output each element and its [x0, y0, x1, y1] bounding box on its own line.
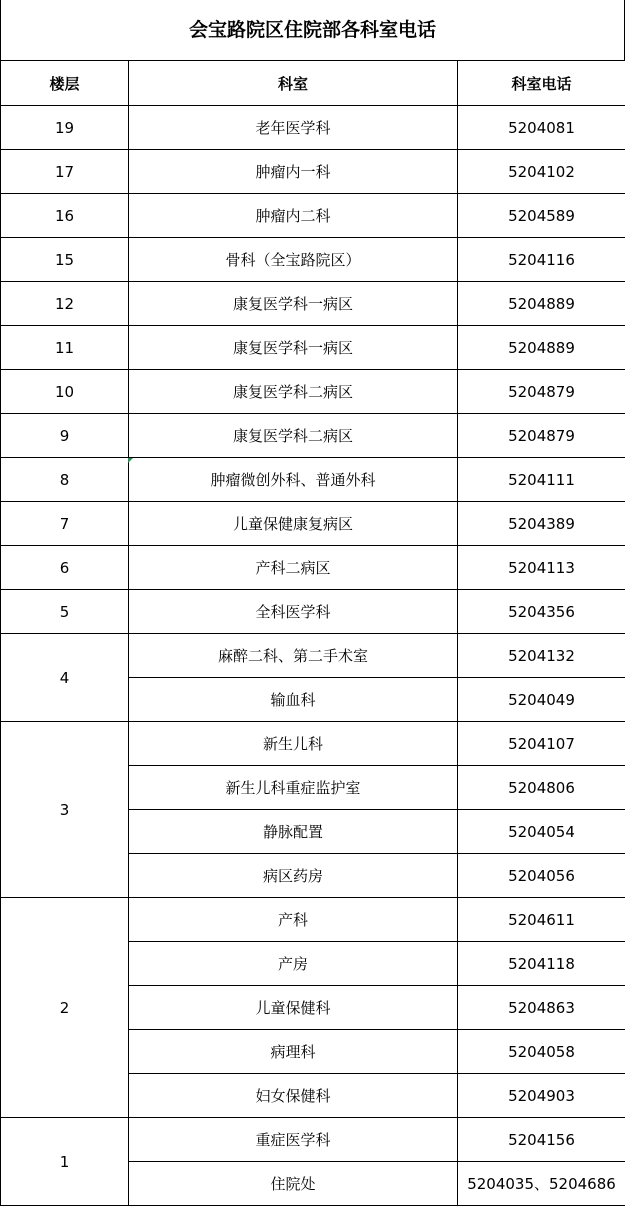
dept-cell: 全科医学科 [129, 590, 458, 634]
phone-cell: 5204889 [458, 326, 625, 370]
phone-cell: 5204118 [458, 942, 625, 986]
phone-cell: 5204589 [458, 194, 625, 238]
phone-cell: 5204889 [458, 282, 625, 326]
phone-cell: 5204056 [458, 854, 625, 898]
dept-cell: 产房 [129, 942, 458, 986]
phone-cell: 5204156 [458, 1118, 625, 1162]
dept-cell: 老年医学科 [129, 106, 458, 150]
dept-cell: 静脉配置 [129, 810, 458, 854]
header-row [1, 61, 625, 106]
table-row [1, 106, 625, 150]
floor-cell: 11 [1, 326, 129, 370]
floor-cell: 15 [1, 238, 129, 282]
floor-cell: 9 [1, 414, 129, 458]
phone-cell: 5204054 [458, 810, 625, 854]
phone-cell: 5204107 [458, 722, 625, 766]
dept-cell: 重症医学科 [129, 1118, 458, 1162]
floor-cell: 8 [1, 458, 129, 502]
floor-cell: 7 [1, 502, 129, 546]
table-row [1, 194, 625, 238]
phone-cell: 5204081 [458, 106, 625, 150]
table-row [1, 898, 625, 942]
phone-table [0, 60, 625, 1206]
table-row [1, 370, 625, 414]
floor-cell: 17 [1, 150, 129, 194]
table-row [1, 634, 625, 678]
phone-cell: 5204611 [458, 898, 625, 942]
dept-cell: 麻醉二科、第二手术室 [129, 634, 458, 678]
phone-cell: 5204116 [458, 238, 625, 282]
table-row [1, 590, 625, 634]
floor-cell: 16 [1, 194, 129, 238]
table-row [1, 414, 625, 458]
phone-cell: 5204389 [458, 502, 625, 546]
phone-cell: 5204879 [458, 414, 625, 458]
page-title: 会宝路院区住院部各科室电话 [0, 0, 625, 60]
floor-cell: 2 [1, 898, 129, 1118]
phone-cell: 5204102 [458, 150, 625, 194]
dept-cell: 输血科 [129, 678, 458, 722]
table-row [1, 238, 625, 282]
phone-cell: 5204356 [458, 590, 625, 634]
dept-cell: 肿瘤微创外科、普通外科 [129, 458, 458, 502]
header-floor: 楼层 [1, 61, 129, 106]
dept-cell: 病区药房 [129, 854, 458, 898]
phone-cell: 5204111 [458, 458, 625, 502]
dept-cell: 康复医学科二病区 [129, 414, 458, 458]
dept-cell: 新生儿科重症监护室 [129, 766, 458, 810]
floor-cell: 6 [1, 546, 129, 590]
phone-cell: 5204132 [458, 634, 625, 678]
floor-cell: 5 [1, 590, 129, 634]
dept-cell: 妇女保健科 [129, 1074, 458, 1118]
table-row [1, 502, 625, 546]
dept-cell: 肿瘤内二科 [129, 194, 458, 238]
dept-cell: 儿童保健科 [129, 986, 458, 1030]
floor-cell: 3 [1, 722, 129, 898]
dept-cell: 新生儿科 [129, 722, 458, 766]
dept-cell: 康复医学科一病区 [129, 326, 458, 370]
dept-cell: 康复医学科一病区 [129, 282, 458, 326]
dept-cell: 骨科（全宝路院区） [129, 238, 458, 282]
table-row [1, 282, 625, 326]
table-row [1, 458, 625, 502]
cell-comment-marker-icon [128, 458, 133, 463]
dept-cell: 康复医学科二病区 [129, 370, 458, 414]
dept-cell: 住院处 [129, 1162, 458, 1206]
table-row [1, 1118, 625, 1162]
dept-cell: 肿瘤内一科 [129, 150, 458, 194]
table-row [1, 326, 625, 370]
table-row [1, 150, 625, 194]
phone-cell: 5204903 [458, 1074, 625, 1118]
dept-cell: 产科二病区 [129, 546, 458, 590]
phone-cell: 5204879 [458, 370, 625, 414]
phone-cell: 5204058 [458, 1030, 625, 1074]
floor-cell: 12 [1, 282, 129, 326]
phone-cell: 5204035、5204686 [458, 1162, 625, 1206]
floor-cell: 1 [1, 1118, 129, 1206]
dept-cell: 产科 [129, 898, 458, 942]
header-phone: 科室电话 [458, 61, 625, 106]
floor-cell: 10 [1, 370, 129, 414]
phone-cell: 5204113 [458, 546, 625, 590]
floor-cell: 4 [1, 634, 129, 722]
phone-cell: 5204049 [458, 678, 625, 722]
dept-cell: 儿童保健康复病区 [129, 502, 458, 546]
phone-cell: 5204806 [458, 766, 625, 810]
phone-cell: 5204863 [458, 986, 625, 1030]
floor-cell: 19 [1, 106, 129, 150]
table-row [1, 722, 625, 766]
header-dept: 科室 [129, 61, 458, 106]
table-row [1, 546, 625, 590]
dept-cell: 病理科 [129, 1030, 458, 1074]
